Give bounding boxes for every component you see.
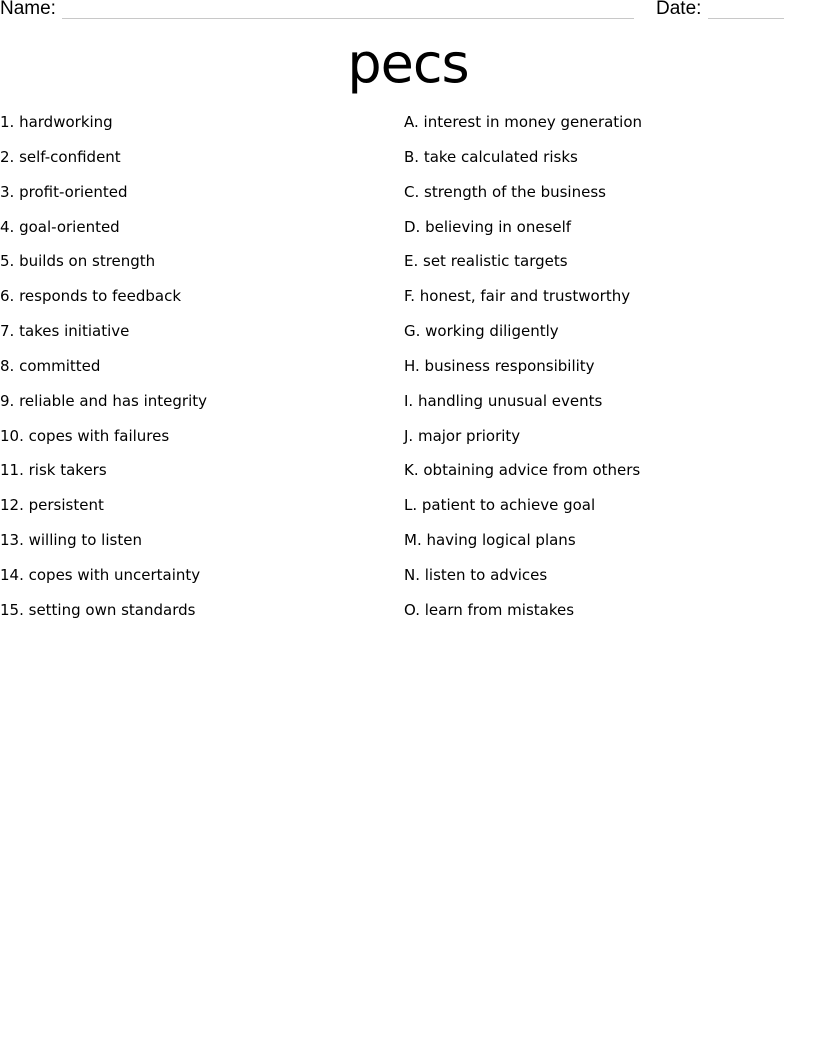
definition-item: I. handling unusual events (404, 391, 603, 410)
date-label: Date: (656, 0, 702, 19)
term-item: 7. takes initiative (0, 322, 130, 341)
definition-item: G. working diligently (404, 322, 559, 341)
definition-item: D. believing in oneself (404, 217, 572, 236)
term-item: 8. committed (0, 356, 101, 375)
definition-item: L. patient to achieve goal (404, 496, 596, 515)
definition-item: C. strength of the business (404, 182, 606, 201)
term-item: 14. copes with uncertainty (0, 565, 201, 584)
term-item: 12. persistent (0, 496, 104, 515)
term-item: 13. willing to listen (0, 531, 142, 550)
term-item: 6. responds to feedback (0, 287, 182, 306)
term-item: 3. profit-oriented (0, 182, 128, 201)
definition-item: A. interest in money generation (404, 113, 643, 131)
definition-item: O. learn from mistakes (404, 600, 575, 619)
worksheet-header (0, 0, 816, 24)
definition-item: H. business responsibility (404, 356, 595, 375)
term-item: 15. setting own standards (0, 600, 196, 619)
term-item: 2. self-confident (0, 147, 121, 166)
term-item: 9. reliable and has integrity (0, 391, 208, 410)
term-item: 5. builds on strength (0, 252, 156, 271)
term-item: 11. risk takers (0, 461, 107, 480)
definition-item: E. set realistic targets (404, 252, 568, 271)
term-item: 4. goal-oriented (0, 217, 120, 236)
date-blank-line (708, 18, 784, 19)
definition-item: M. having logical plans (404, 531, 576, 550)
term-item: 1. hardworking (0, 113, 113, 131)
definition-item: N. listen to advices (404, 565, 548, 584)
name-blank-line (62, 18, 634, 19)
definitions-list (404, 111, 804, 634)
term-item: 10. copes with failures (0, 426, 170, 445)
definition-item: B. take calculated risks (404, 147, 578, 166)
definition-item: J. major priority (404, 426, 521, 445)
definition-item: K. obtaining advice from others (404, 461, 641, 480)
name-label: Name: (0, 0, 56, 19)
definition-item: F. honest, fair and trustworthy (404, 287, 631, 306)
worksheet-title: pecs (347, 32, 469, 95)
terms-list (0, 111, 380, 634)
